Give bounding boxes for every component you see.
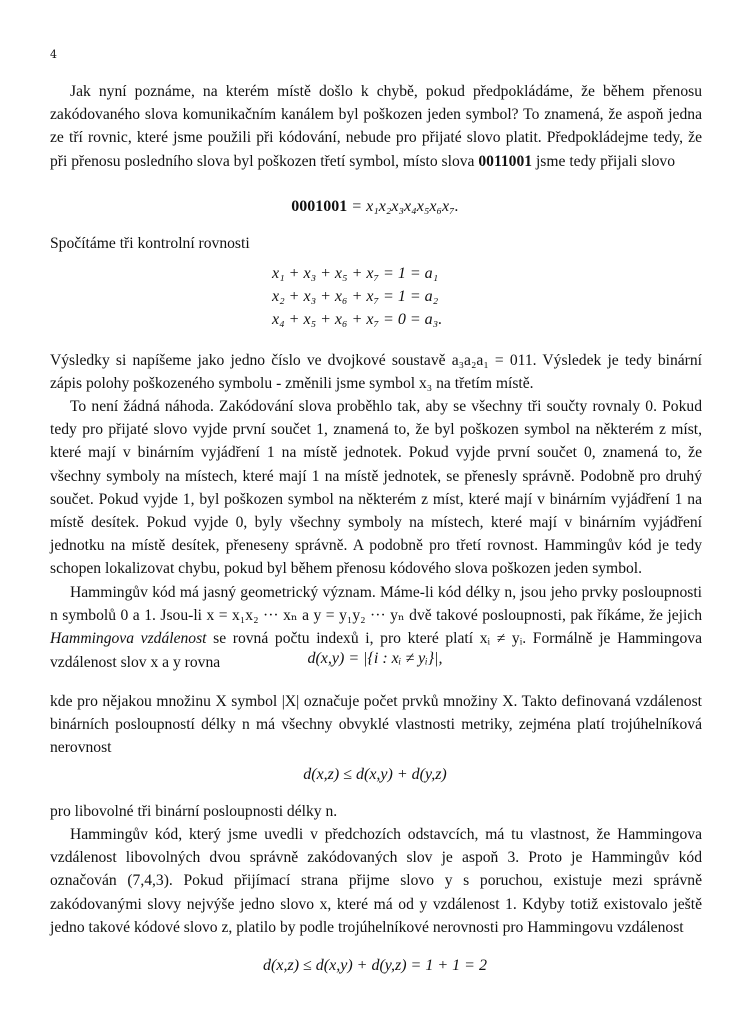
paragraph-arbitrary: pro libovolné tři binární posloupnosti délky n. (50, 803, 338, 820)
equation-array (272, 262, 442, 331)
paragraph-text: se rovná počtu indexů i, pro které platí xᵢ ≠ yᵢ. Formálně je Hammingova vzdálenost slov x a y rovna (50, 630, 702, 671)
equation-distance-definition: d(x,y) = |{i : xᵢ ≠ yᵢ}|, (307, 650, 443, 667)
equation-row: x₄ + x₅ + x₆ + x₇ = 0 = a₃. (272, 311, 443, 328)
emphasized-term: Hammingova vzdálenost (50, 630, 207, 648)
equation-triangle-inequality: d(x,z) ≤ d(x,y) + d(y,z) (303, 766, 447, 783)
code-word: 0001001 (291, 198, 348, 215)
equation-received-word (0, 198, 750, 216)
equation-distance-bound: d(x,z) ≤ d(x,y) + d(y,z) = 1 + 1 = 2 (263, 957, 487, 974)
paragraph-metric: kde pro nějakou množinu X symbol |X| označuje počet prvků množiny X. Takto definovaná vzdálenost binárních posloupností délky n má všechny obvyklé vlastnosti metriky, zejména platí trojúhelníková nerovnost (50, 693, 702, 757)
paragraph-explanation: To není žádná náhoda. Zakódování slova proběhlo tak, aby se všechny tři součty rovnaly 0. Pokud tedy pro přijaté slovo vyjde první součet 1, znamená to, že byl poškozen symbol na některém z míst, které mají v binárním vyjádření 1 na místě jednotek. Pokud vyjde první součet 0, znamená to, že všechny symboly na místech, které mají 1 na místě jednotek, se přenesly správně. Podobně pro druhý součet. Pokud vyjde 1, byl poškozen symbol na některém z míst, které mají v binárním vyjádření 1 na místě desítek. Pokud vyjde 0, byly všechny symboly na místech, které mají v binárním vyjádření jednotku na místě desítek, přeneseny správně. A podobně pro třetí rovnost. Hammingův kód je tedy schopen lokalizovat chybu, pokud byl během přenosu kódového slova poškozen jeden symbol. (50, 398, 702, 578)
paragraph-result: Výsledky si napíšeme jako jedno číslo ve dvojkové soustavě a₃a₂a₁ = 011. Výsledek je tedy binární zápis polohy poškozeného symbolu - změnili jsme symbol x₃ na třetím místě. (50, 352, 702, 393)
page-number: 4 (50, 48, 57, 61)
equation-row: x₂ + x₃ + x₆ + x₇ = 1 = a₂ (272, 288, 439, 305)
paragraph-hamming-743: Hammingův kód, který jsme uvedli v předchozích odstavcích, má tu vlastnost, že Hammingova vzdálenost libovolných dvou správně zakódovaných slov je aspoň 3. Proto je Hammingův kód označován (7,4,3). Pokud přijímací strana přijme slovo y s poruchou, existuje mezi správně zakódovanými slovy nejvýše jedno slovo x, které má od y vzdálenost 1. Kdyby totiž existovalo ještě jedno takové kódové slovo z, platilo by podle trojúhelníkové nerovnosti pro Hammingovu vzdálenost (50, 826, 702, 936)
paragraph-error-detection (50, 80, 702, 173)
paragraph-text: jsme tedy přijali slovo (532, 152, 676, 170)
equation-row: x₁ + x₃ + x₅ + x₇ = 1 = a₁ (272, 265, 439, 282)
paragraph-check-sums-intro: Spočítáme tři kontrolní rovnosti (50, 235, 250, 252)
code-word: 0011001 (478, 152, 533, 170)
paragraph-text: Hammingův kód má jasný geometrický význam. Máme-li kód délky n, jsou jeho prvky posloupnosti n symbolů 0 a 1. Jsou-li x = x₁x₂ ··· xₙ a y = y₁y₂ ··· yₙ dvě takové posloupnosti, pak říkáme, že jejich (50, 584, 702, 625)
paragraph-text: Jak nyní poznáme, na kterém místě došlo k chybě, pokud předpokládáme, že během přenosu zakódovaného slova komunikačním kanálem byl poškozen jeden symbol? To znamená, že aspoň jedna ze tří rovnic, které jsme použili při kódování, nebude pro přijaté slovo platit. Předpokládejme tedy, že při přenosu posledního slova byl poškozen třetí symbol, místo slova (50, 83, 702, 170)
equation-text: = x₁x₂x₃x₄x₅x₆x₇. (347, 198, 459, 215)
